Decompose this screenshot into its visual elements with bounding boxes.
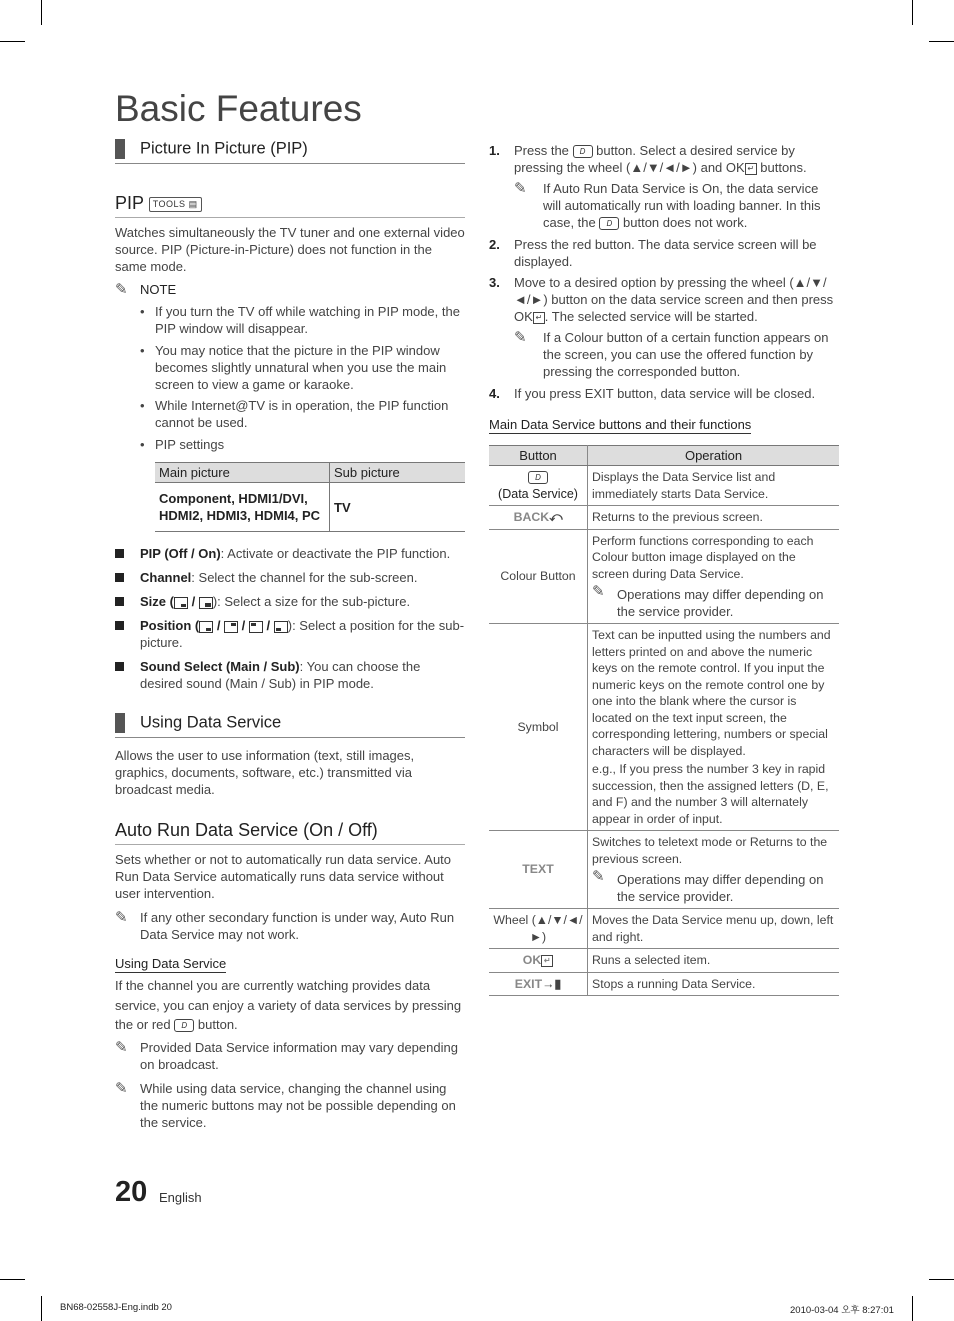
table-cell-button: Colour Button <box>489 529 588 624</box>
data-service-button-icon: D <box>599 217 619 230</box>
step-text: Move to a desired option by pressing the wheel (▲/▼/◄/►) button on the data service screen and then press OK <box>514 275 834 324</box>
note-block <box>115 281 465 298</box>
note-item: • While Internet@TV is in operation, the PIP function cannot be used. <box>140 397 465 431</box>
item-name: Position ( <box>140 618 200 633</box>
table-row <box>489 624 839 831</box>
list-item <box>140 658 465 692</box>
pencil-note-icon: ✎ <box>514 329 527 346</box>
note-text: If any other secondary function is under way, Auto Run Data Service may not work. <box>140 910 455 942</box>
operation-text: Switches to teletext mode or Returns to the previous screen. <box>592 835 828 866</box>
pencil-note-icon: ✎ <box>514 180 527 197</box>
step-text: buttons. <box>760 160 807 175</box>
table-cell-operation: Returns to the previous screen. <box>588 506 840 530</box>
table-heading: Main Data Service buttons and their functions <box>489 417 752 432</box>
data-service-button-icon: D <box>573 145 593 158</box>
auto-run-heading: Auto Run Data Service (On / Off) <box>115 820 465 845</box>
note-text: Provided Data Service information may vary depending on broadcast. <box>140 1040 458 1072</box>
enter-icon: ↵ <box>745 163 757 175</box>
table-header: Main picture <box>155 463 330 483</box>
note-text: While Internet@TV is in operation, the PIP function cannot be used. <box>155 398 449 430</box>
note-text: PIP settings <box>155 437 225 452</box>
item-name: PIP (Off / On) <box>140 546 221 561</box>
table-cell-button: TEXT <box>489 831 588 909</box>
table-row <box>489 949 839 973</box>
operation-text: e.g., If you press the number 3 key in rapid succession, then the assigned letters (D, E, and F) and the number 3 will alternately appear in order of input. <box>592 762 829 826</box>
table-cell-operation <box>588 624 840 831</box>
step-item <box>489 274 839 325</box>
note-text: If Auto Run Data Service is On, the data service will automatically run with loading banner. In this case, the <box>543 181 821 230</box>
button-label: (Data Service) <box>498 486 578 501</box>
table-row <box>489 506 839 530</box>
pip-heading-text: PIP <box>115 193 144 213</box>
pencil-note-icon: ✎ <box>592 583 605 600</box>
position-top-left-icon <box>249 621 263 633</box>
note-item: • PIP settings <box>140 436 465 453</box>
table-cell: TV <box>330 483 466 532</box>
pencil-note-icon: ✎ <box>115 1080 128 1097</box>
enter-icon: ↵ <box>541 955 553 967</box>
enter-icon: ↵ <box>533 312 545 324</box>
page-number: 20 <box>115 1176 148 1208</box>
item-text: ): Select a size for the sub-picture. <box>212 594 411 609</box>
step-number: 4. <box>489 386 500 401</box>
square-bullet <box>115 662 124 671</box>
button-label: BACK <box>513 510 550 524</box>
note-text: You may notice that the picture in the PIP window becomes slightly unnatural when you use the main screen to view a game or karaoke. <box>155 343 447 392</box>
table-cell-button: Symbol <box>489 624 588 831</box>
square-bullet <box>115 597 124 606</box>
step-text: button. Select a desired service by pressing the wheel (▲/▼/◄/►) and OK <box>514 143 795 175</box>
note-item: • You may notice that the picture in the PIP window becomes slightly unnatural when you use the main screen to view a game or karaoke. <box>140 342 465 393</box>
note-text: If a Colour button of a certain function appears on the screen, you can use the offered function by pressing the corresponded button. <box>543 330 829 379</box>
section-bar <box>115 713 125 733</box>
table-row <box>489 466 839 506</box>
pip-intro <box>115 224 467 275</box>
step-number: 2. <box>489 237 500 252</box>
table-cell: Component, HDMI1/DVI, HDMI2, HDMI3, HDMI4, PC <box>155 483 330 532</box>
step-text: . The selected service will be started. <box>544 309 758 324</box>
square-bullet <box>115 621 124 630</box>
using-text-part: button. <box>197 1017 238 1032</box>
step-number: 3. <box>489 275 500 290</box>
back-arrow-icon: ⤺ <box>549 510 563 524</box>
table-cell-operation: Stops a running Data Service. <box>588 972 840 996</box>
footer-date: 2010-03-04 오후 8:27:01 <box>790 1305 894 1316</box>
tools-icon: ▤ <box>188 198 198 209</box>
table-cell-button <box>489 466 588 506</box>
item-text: ): Select a position for the sub-picture. <box>140 618 465 650</box>
section-bar <box>115 139 125 159</box>
exit-icon: →▮ <box>542 976 562 991</box>
tools-label: TOOLS <box>152 198 186 209</box>
operation-text: Text can be inputted using the numbers and letters printed on and above the numeric keys on the remote control. If you input the numeric keys on the remote control one by one into the blank where the cursor is located on the text input screen, the corresponding lettering, numbers or special characters will be displayed. <box>592 628 831 758</box>
step-text: Press the <box>514 143 569 158</box>
note-label: NOTE <box>140 282 177 297</box>
list-item: Size ( / ): Select a size for the sub-picture. <box>140 594 411 609</box>
step-note <box>514 180 839 231</box>
position-bottom-left-icon <box>274 621 288 633</box>
data-service-intro: Allows the user to use information (text, still images, graphics, documents, software, etc.) transmitted via broadcast media. <box>115 748 415 797</box>
pip-settings-table <box>155 462 465 532</box>
note-text: button does not work. <box>623 215 748 230</box>
pencil-note-icon: ✎ <box>115 909 128 926</box>
note-text: If you turn the TV off while watching in PIP mode, the PIP window will disappear. <box>155 304 460 336</box>
table-header: Button <box>489 446 588 466</box>
data-service-button-icon: D <box>528 471 548 484</box>
size-large-icon <box>199 597 213 609</box>
using-note <box>115 1080 465 1131</box>
list-item <box>140 545 465 562</box>
table-cell-button <box>489 506 588 530</box>
note-text: Operations may differ depending on the service provider. <box>617 872 824 904</box>
step-item <box>489 142 839 176</box>
step-text: Press the red button. The data service screen will be displayed. <box>514 237 817 269</box>
item-name: Size ( <box>140 594 174 609</box>
tools-badge <box>149 197 202 212</box>
using-data-service-subheading: Using Data Service <box>115 956 227 971</box>
item-text: : You can choose the desired sound (Main / Sub) in PIP mode. <box>140 659 421 691</box>
section-header-pip <box>115 139 465 164</box>
note-text: While using data service, changing the channel using the numeric buttons may not be possible depending on the service. <box>140 1081 456 1130</box>
table-cell-button: Wheel (▲/▼/◄/►) <box>489 909 588 949</box>
item-text: : Activate or deactivate the PIP function. <box>220 546 451 561</box>
position-top-right-icon <box>224 621 238 633</box>
section-title: Using Data Service <box>140 713 282 732</box>
table-row <box>489 831 839 909</box>
using-data-service-text <box>115 976 467 1035</box>
list-item <box>140 569 465 586</box>
data-service-button-icon: D <box>174 1019 194 1032</box>
note-text: Operations may differ depending on the service provider. <box>617 587 824 619</box>
item-text: : Select the channel for the sub-screen. <box>191 570 418 585</box>
operation-text: Perform functions corresponding to each Colour button image displayed on the screen during Data Service. <box>592 533 814 581</box>
pip-intro-text: Watches simultaneously the TV tuner and one external video source. PIP (Picture-in-Picture) does not function in the same mode. <box>115 225 465 274</box>
table-header: Sub picture <box>330 463 466 483</box>
item-name: Sound Select (Main / Sub) <box>140 659 300 674</box>
table-row <box>489 909 839 949</box>
auto-run-note <box>115 909 465 943</box>
table-cell-operation: Runs a selected item. <box>588 949 840 973</box>
list-item: Position ( / / / ): Select a position for the sub-picture. <box>140 618 465 650</box>
square-bullet <box>115 573 124 582</box>
item-name: Channel <box>140 570 192 585</box>
pencil-note-icon: ✎ <box>592 868 605 885</box>
using-text-part: If the channel you are currently watching provides data service, you can enjoy a variety of data services by pressing the or red <box>115 978 462 1032</box>
section-header-data-service <box>115 713 465 738</box>
page-language: English <box>159 1190 202 1205</box>
pip-heading <box>115 193 465 218</box>
table-cell-operation: Moves the Data Service menu up, down, left and right. <box>588 909 840 949</box>
pencil-note-icon: ✎ <box>115 1039 128 1056</box>
step-number: 1. <box>489 143 500 158</box>
table-cell-button <box>489 972 588 996</box>
table-row <box>489 972 839 996</box>
square-bullet <box>115 549 124 558</box>
note-item: • If you turn the TV off while watching in PIP mode, the PIP window will disappear. <box>140 303 465 337</box>
button-label: OK <box>522 953 542 967</box>
data-service-buttons-table <box>489 445 839 996</box>
table-cell-button <box>489 949 588 973</box>
pencil-note-icon: ✎ <box>115 281 128 298</box>
using-note <box>115 1039 465 1073</box>
position-bottom-right-icon <box>199 621 213 633</box>
page-title: Basic Features <box>115 88 362 129</box>
step-item <box>489 385 839 402</box>
table-cell-operation: Displays the Data Service list and immediately starts Data Service. <box>588 466 840 506</box>
section-title: Picture In Picture (PIP) <box>140 139 308 158</box>
table-cell-operation <box>588 831 840 909</box>
button-label: EXIT <box>514 976 543 991</box>
table-header: Operation <box>588 446 840 466</box>
size-small-icon <box>174 597 188 609</box>
footer-file: BN68-02558J-Eng.indb 20 <box>60 1302 172 1313</box>
step-note <box>514 329 839 380</box>
auto-run-text: Sets whether or not to automatically run data service. Auto Run Data Service automatically runs data service without user intervention. <box>115 852 452 901</box>
table-row <box>489 529 839 624</box>
step-item <box>489 236 839 270</box>
table-cell-operation <box>588 529 840 624</box>
step-text: If you press EXIT button, data service will be closed. <box>514 386 816 401</box>
